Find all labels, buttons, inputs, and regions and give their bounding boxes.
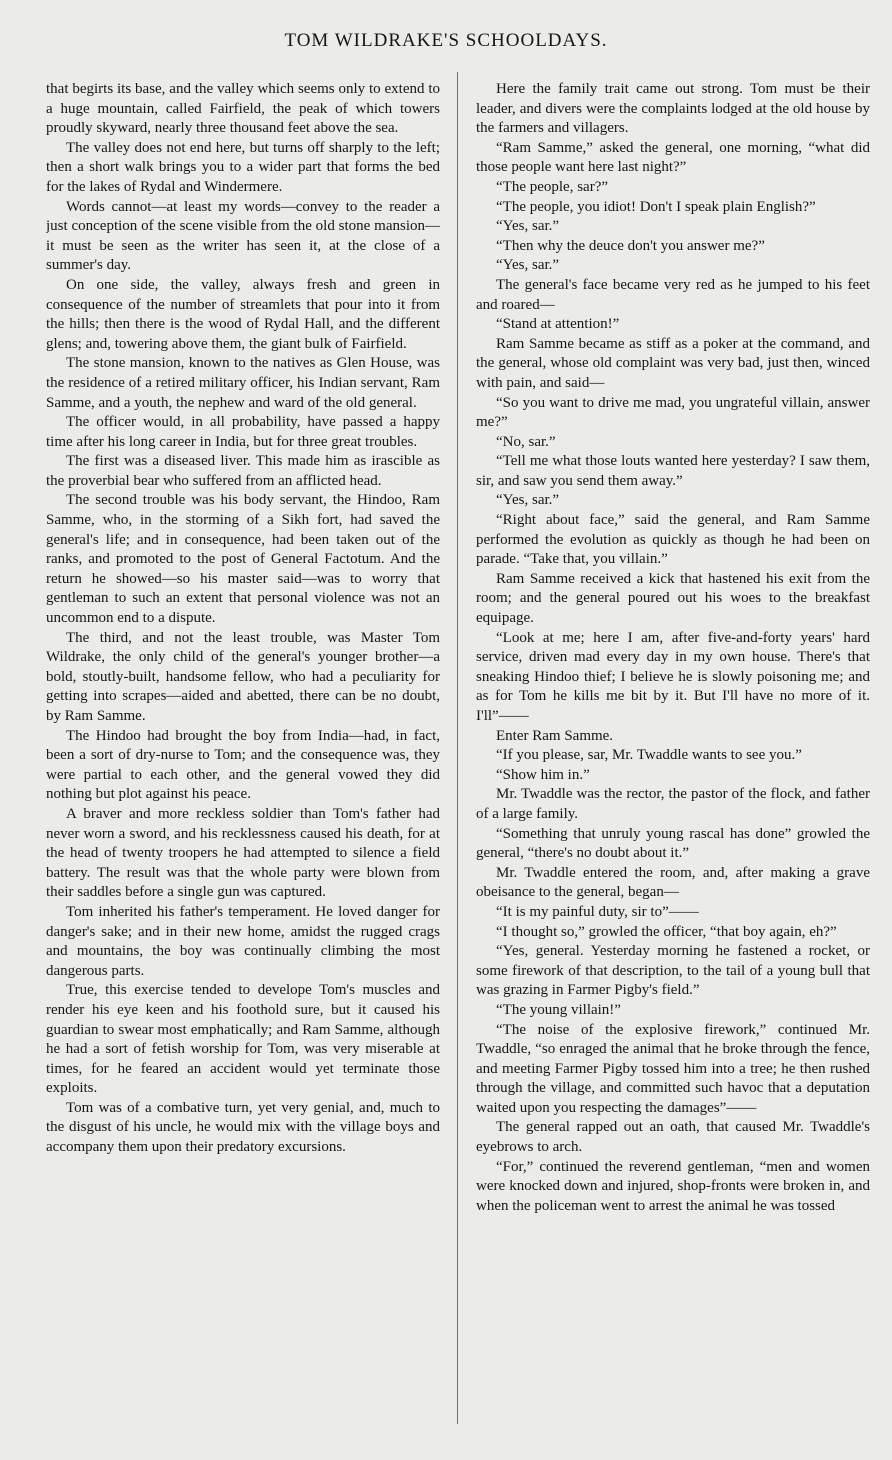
paragraph: “It is my painful duty, sir to”——: [496, 903, 699, 920]
paragraph: “I thought so,” growled the officer, “that boy again, eh?”: [496, 923, 837, 940]
paragraph: The stone mansion, known to the natives as Glen House, was the residence of a retired military officer, his Indian servant, Ram Samme, and a youth, the nephew and ward of the old general.: [46, 355, 440, 411]
paragraph: “Then why the deuce don't you answer me?”: [496, 237, 765, 254]
paragraph: “The noise of the explosive firework,” continued Mr. Twaddle, “so enraged the animal that he broke through the fence, and meeting Farmer Pigby tossed him into a tree; he then rushed through the village, and committed such havoc that a deputation waited upon you respecting the damages”——: [476, 1021, 870, 1116]
paragraph: The Hindoo had brought the boy from India—had, in fact, been a sort of dry-nurse to Tom; and the consequence was, they were partial to each other, and the general vowed they did nothing but plot against his peace.: [46, 727, 440, 803]
paragraph: The general rapped out an oath, that caused Mr. Twaddle's eyebrows to arch.: [476, 1119, 870, 1156]
paragraph: “Tell me what those louts wanted here yesterday? I saw them, sir, and saw you send them away.”: [476, 453, 870, 489]
right-column: [476, 80, 870, 1440]
paragraph: “The people, sar?”: [496, 178, 609, 195]
paragraph: Words cannot—at least my words—convey to the reader a just conception of the scene visible from the old stone mansion—it must be seen as the writer has seen it, at the close of a summer's day.: [46, 198, 440, 274]
paragraph: “Stand at attention!”: [496, 316, 620, 333]
paragraph: “Ram Samme,” asked the general, one morning, “what did those people want here last night?”: [476, 139, 870, 176]
paragraph: A braver and more reckless soldier than Tom's father had never worn a sword, and his recklessness caused his death, for at the head of twenty troopers he had attempted to silence a field battery. The result was that the whole party were blown from their saddles before a single gun was captured.: [46, 805, 440, 901]
paragraph: Tom was of a combative turn, yet very genial, and, much to the disgust of his uncle, he would mix with the village boys and accompany them upon their predatory excursions.: [46, 1099, 440, 1156]
paragraph: The first was a diseased liver. This made him as irascible as the proverbial bear who suffered from an afflicted head.: [46, 453, 440, 489]
paragraph: “Show him in.”: [496, 766, 590, 783]
paragraph: The general's face became very red as he jumped to his feet and roared—: [476, 276, 870, 313]
paragraph: “Yes, sar.”: [496, 218, 560, 235]
paragraph: Ram Samme became as stiff as a poker at the command, and the general, whose old complaint was very bad, just then, winced with pain, and said—: [476, 335, 870, 391]
page-title: TOM WILDRAKE'S SCHOOLDAYS.: [284, 30, 608, 51]
paragraph: On one side, the valley, always fresh and green in consequence of the number of streamlets that pour into it from the hills; then there is the wood of Rydal Hall, and the different glens; and, towering above them, the giant bulk of Fairfield.: [46, 276, 440, 352]
paragraph: True, this exercise tended to develope Tom's muscles and render his eye keen and his foothold sure, but it caused his guardian to swear most emphatically; and Ram Samme, although he had a sort of fetish worship for Tom, was very miserable at times, for he feared an accident would yet terminate those exploits.: [46, 982, 440, 1097]
paragraph: “Something that unruly young rascal has done” growled the general, “there's no doubt about it.”: [476, 825, 870, 862]
paragraph: The second trouble was his body servant, the Hindoo, Ram Samme, who, in the storming of a Sikh fort, had saved the general's life; and in consequence, had been taken out of the ranks, and promoted to the post of General Factotum. And the return he showed—so his master said—was to worry that gentleman to such an extent that personal violence was not an uncommon end to a dispute.: [46, 492, 440, 627]
paragraph: The valley does not end here, but turns off sharply to the left; then a short walk brings you to a wider part that forms the bed for the lakes of Rydal and Windermere.: [46, 139, 440, 195]
paragraph: “For,” continued the reverend gentleman, “men and women were knocked down and injured, shop-fronts were broken in, and when the policeman went to arrest the animal he was tossed: [476, 1158, 870, 1214]
paragraph: “The young villain!”: [496, 1001, 621, 1018]
paragraph: “Look at me; here I am, after five-and-forty years' hard service, driven mad every day in my own house. There's that sneaking Hindoo thief; I believe he is slowly poisoning me; and as for Tom he kills me bit by it. But I'll have no more of it. I'll”——: [476, 629, 870, 724]
paragraph: The third, and not the least trouble, was Master Tom Wildrake, the only child of the general's younger brother—a bold, stoutly-built, handsome fellow, who had a peculiarity for getting into scrapes—aided and abetted, there can be no doubt, by Ram Samme.: [46, 629, 440, 724]
paragraph: Mr. Twaddle was the rector, the pastor of the flock, and father of a large family.: [476, 786, 870, 822]
paragraph: that begirts its base, and the valley which seems only to extend to a huge mountain, called Fairfield, the peak of which towers proudly skyward, nearly three thousand feet above the sea.: [46, 81, 440, 137]
paragraph: “The people, you idiot! Don't I speak plain English?”: [496, 198, 816, 215]
paragraph: Ram Samme received a kick that hastened his exit from the room; and the general poured out his woes to the breakfast equipage.: [476, 570, 870, 627]
paragraph: Tom inherited his father's temperament. He loved danger for danger's sake; and in their new home, amidst the rugged crags and mountains, the boy was continually climbing the most dangerous parts.: [46, 903, 440, 979]
paragraph: “Yes, sar.”: [496, 492, 560, 509]
left-column: [46, 80, 440, 1440]
paragraph: Here the family trait came out strong. Tom must be their leader, and divers were the complaints lodged at the old house by the farmers and villagers.: [476, 81, 870, 137]
paragraph: “So you want to drive me mad, you ungrateful villain, answer me?”: [476, 394, 870, 431]
paragraph: “Right about face,” said the general, and Ram Samme performed the evolution as quickly as though he had been on parade. “Take that, you villain.”: [476, 512, 870, 568]
paragraph: “Yes, sar.”: [496, 257, 560, 274]
column-divider: [457, 72, 458, 1424]
paragraph: Mr. Twaddle entered the room, and, after making a grave obeisance to the general, began—: [476, 864, 870, 901]
paragraph: Enter Ram Samme.: [496, 727, 614, 744]
paragraph: The officer would, in all probability, have passed a happy time after his long career in India, but for three great troubles.: [46, 414, 440, 450]
paragraph: “If you please, sar, Mr. Twaddle wants to see you.”: [496, 747, 802, 764]
paragraph: “No, sar.”: [496, 433, 556, 450]
paragraph: “Yes, general. Yesterday morning he fastened a rocket, or some firework of that description, to the tail of a young bull that was grazing in Farmer Pigby's field.”: [476, 943, 870, 999]
